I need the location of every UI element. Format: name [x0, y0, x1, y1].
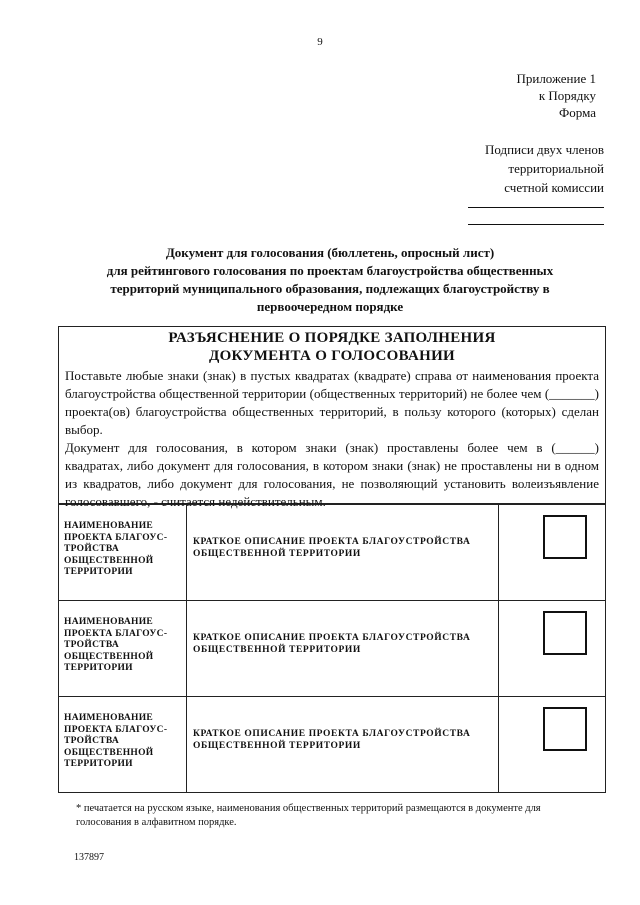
footnote: * печатается на русском языке, наименования общественных территорий размещаются в документе для голосования в алфавитном порядке. — [76, 803, 541, 828]
instructions-heading-line: ДОКУМЕНТА О ГОЛОСОВАНИИ — [208, 348, 456, 364]
title-line: первоочередном порядке — [256, 299, 404, 314]
appendix-line: к Порядку — [538, 88, 596, 103]
vote-checkbox[interactable] — [543, 515, 587, 559]
instructions-paragraph: Поставьте любые знаки (знак) в пустых квадратах (квадрате) справа от наименования проекта благоустройства общественной территории (общественных территорий) не более чем (_______) проекта(ов) благоустройства общественных территорий, в пользу которого (которых) сделан выбор. — [65, 368, 599, 437]
vote-cell — [499, 697, 605, 792]
ballot-row — [59, 504, 605, 600]
vote-checkbox[interactable] — [543, 707, 587, 751]
project-name-cell: НАИМЕНОВАНИЕ ПРОЕКТА БЛАГОУС-ТРОЙСТВА ОБЩЕСТВЕННОЙ ТЕРРИТОРИИ — [59, 697, 187, 792]
project-description-cell: КРАТКОЕ ОПИСАНИЕ ПРОЕКТА БЛАГОУСТРОЙСТВА ОБЩЕСТВЕННОЙ ТЕРРИТОРИИ — [187, 697, 499, 792]
signature-field[interactable] — [468, 207, 604, 208]
vote-checkbox[interactable] — [543, 611, 587, 655]
appendix-line: Приложение 1 — [516, 71, 596, 86]
title-line: для рейтингового голосования по проектам благоустройства общественных — [106, 263, 554, 278]
signature-field[interactable] — [468, 224, 604, 225]
signatures-line: счетной комиссии — [504, 180, 604, 195]
ballot-table — [58, 504, 606, 793]
document-code: 137897 — [74, 852, 104, 863]
project-name-cell: НАИМЕНОВАНИЕ ПРОЕКТА БЛАГОУС-ТРОЙСТВА ОБЩЕСТВЕННОЙ ТЕРРИТОРИИ — [59, 505, 187, 600]
title-line: территорий муниципального образования, подлежащих благоустройству в — [110, 281, 550, 296]
vote-cell — [499, 505, 605, 600]
ballot-row — [59, 600, 605, 696]
signatures-line: территориальной — [508, 161, 604, 176]
signatures-block — [485, 140, 604, 197]
signatures-line: Подписи двух членов — [485, 142, 604, 157]
appendix-note — [516, 70, 596, 121]
instructions-box — [58, 326, 606, 509]
vote-cell — [499, 601, 605, 696]
project-description-cell: КРАТКОЕ ОПИСАНИЕ ПРОЕКТА БЛАГОУСТРОЙСТВА ОБЩЕСТВЕННОЙ ТЕРРИТОРИИ — [187, 505, 499, 600]
page-number: 9 — [317, 36, 323, 48]
instructions-paragraph: Документ для голосования, в котором знаки (знак) проставлены более чем в (______) квадратах, либо документ для голосования, в котором знаки (знак) не проставлены ни в одном из квадратов, либо документ для голосования, не позволяющий установить волеизъявление голосовавшего, - считается недействительным. — [65, 440, 599, 509]
project-description-cell: КРАТКОЕ ОПИСАНИЕ ПРОЕКТА БЛАГОУСТРОЙСТВА ОБЩЕСТВЕННОЙ ТЕРРИТОРИИ — [187, 601, 499, 696]
project-name-cell: НАИМЕНОВАНИЕ ПРОЕКТА БЛАГОУС-ТРОЙСТВА ОБЩЕСТВЕННОЙ ТЕРРИТОРИИ — [59, 601, 187, 696]
appendix-line: Форма — [559, 105, 596, 120]
ballot-row — [59, 696, 605, 792]
instructions-heading — [65, 329, 599, 365]
instructions-heading-line: РАЗЪЯСНЕНИЕ О ПОРЯДКЕ ЗАПОЛНЕНИЯ — [168, 330, 496, 346]
document-title — [60, 244, 600, 316]
title-line: Документ для голосования (бюллетень, опросный лист) — [165, 245, 495, 260]
